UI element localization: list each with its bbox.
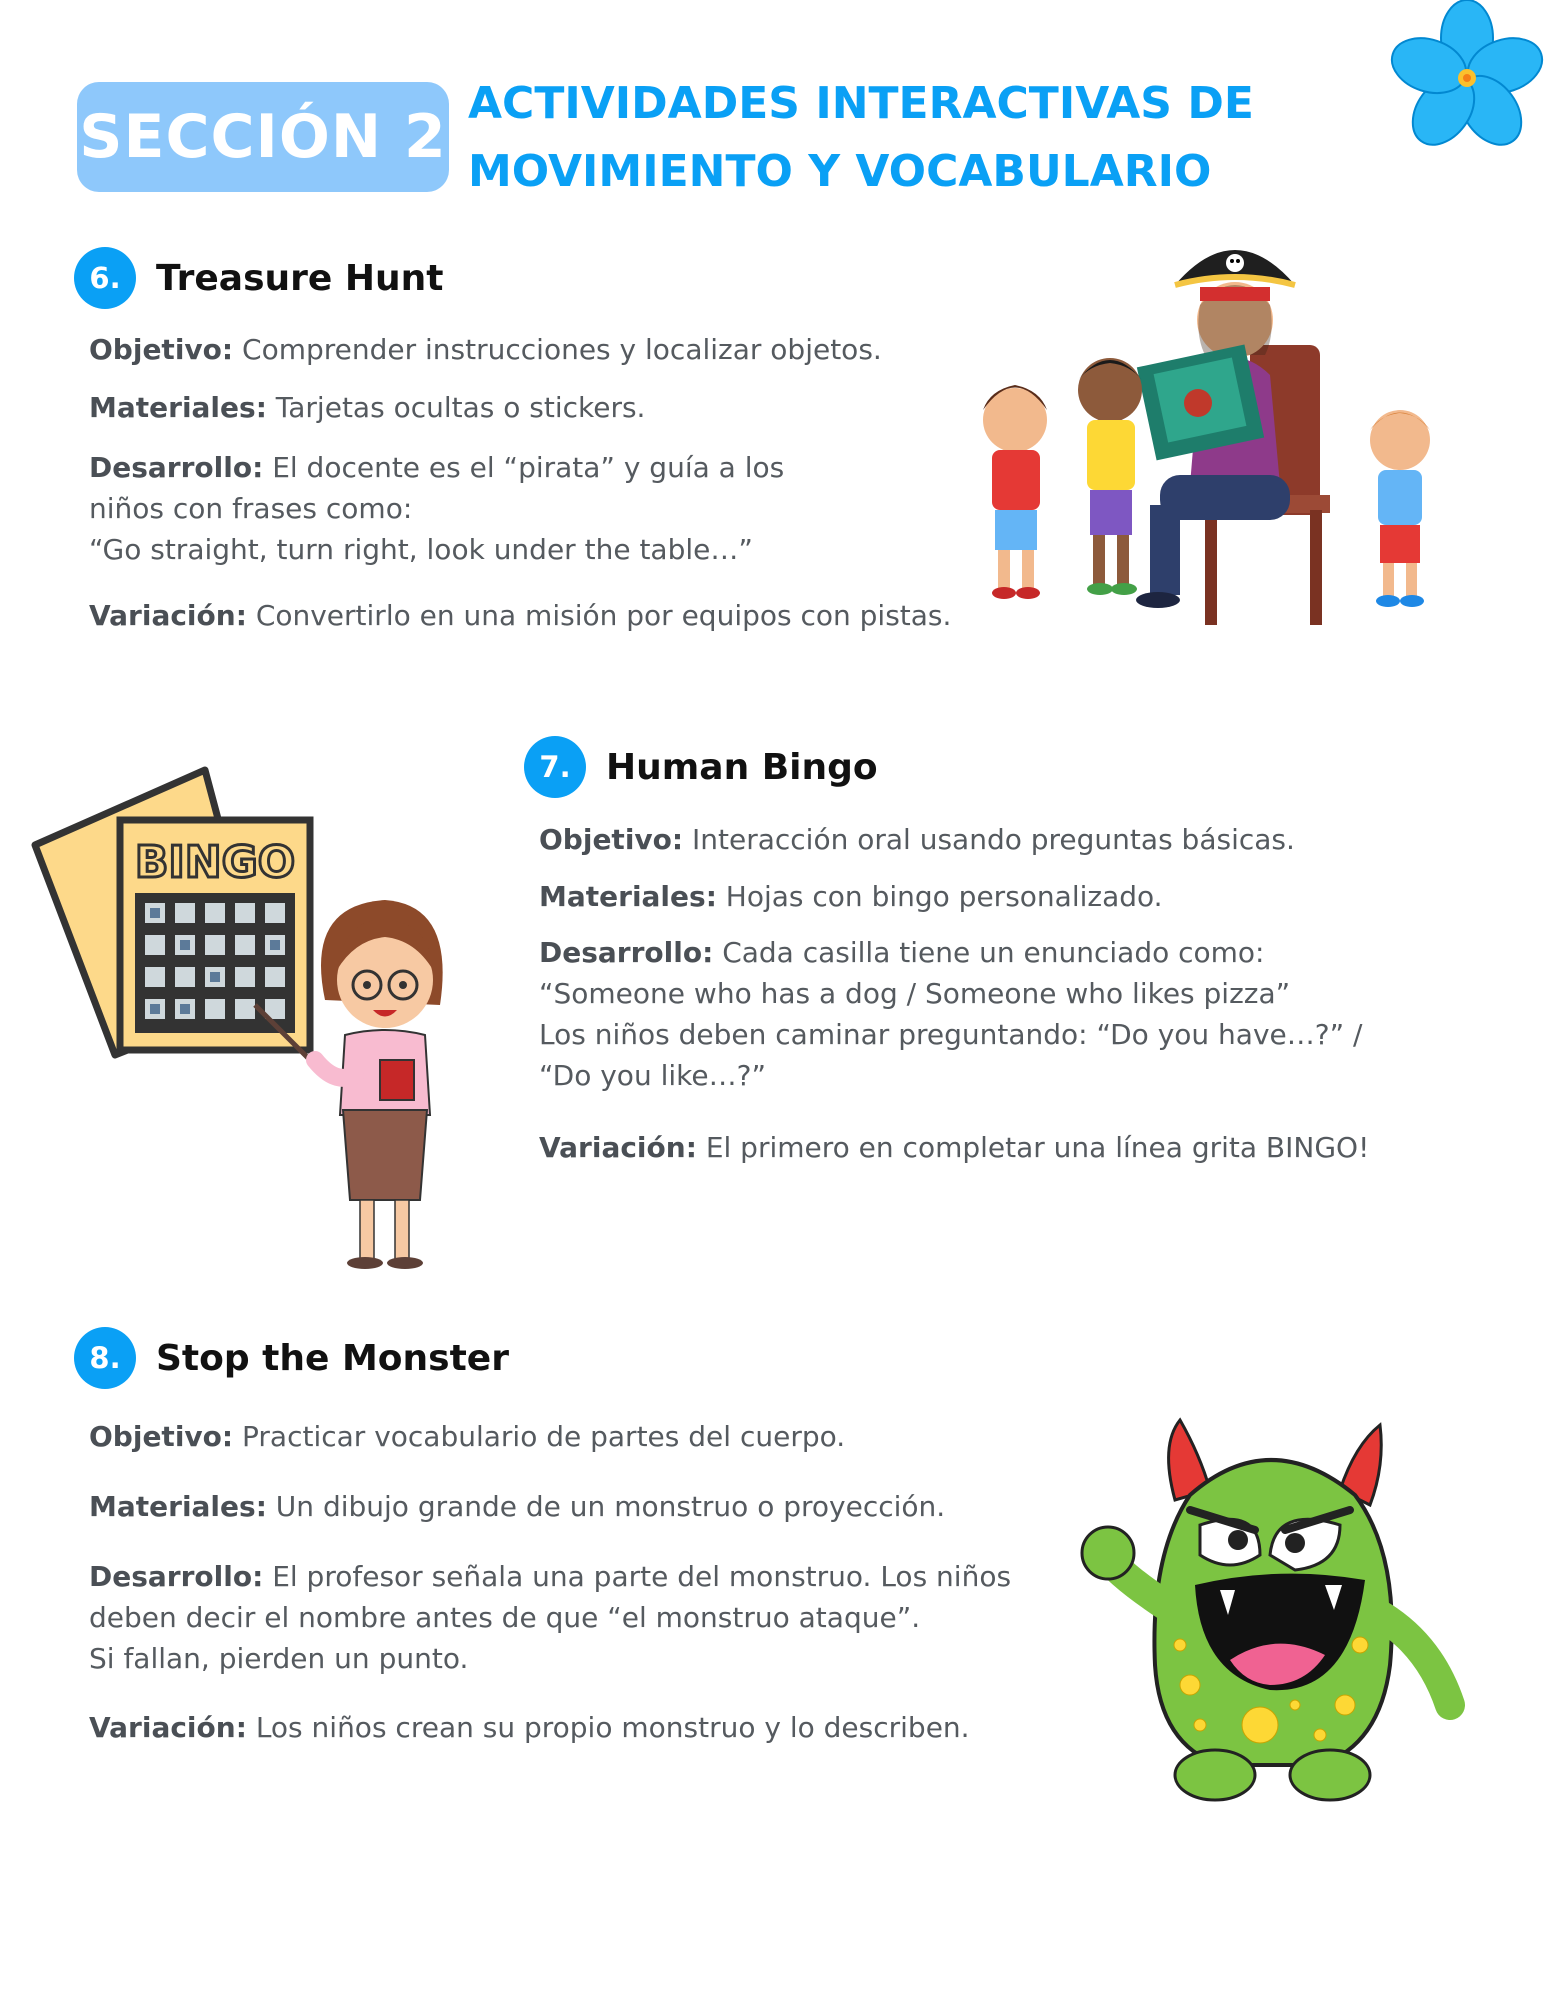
- pirate-teacher-illustration: [950, 225, 1460, 635]
- bingo-card-label: BINGO: [134, 837, 296, 888]
- section-7-title: Human Bingo: [606, 746, 878, 788]
- section-8-objetivo: Objetivo: Practicar vocabulario de partes del cuerpo.: [89, 1420, 846, 1453]
- section-6-number: 6.: [74, 247, 136, 309]
- section-6-title: Treasure Hunt: [156, 257, 444, 299]
- section-badge: [77, 82, 449, 192]
- section-8-number: 8.: [74, 1327, 136, 1389]
- section-6-materiales: Materiales: Tarjetas ocultas o stickers.: [89, 391, 646, 424]
- section-8-variacion: Variación: Los niños crean su propio monstruo y lo describen.: [89, 1711, 970, 1744]
- section-7-number: 7.: [524, 736, 586, 798]
- section-7-variacion: Variación: El primero en completar una línea grita BINGO!: [539, 1131, 1370, 1164]
- section-8-title: Stop the Monster: [156, 1337, 509, 1379]
- page-title: [468, 70, 1368, 206]
- section-7-objetivo: Objetivo: Interacción oral usando preguntas básicas.: [539, 823, 1295, 856]
- section-7-header: [524, 736, 878, 798]
- blue-flower-icon: [1385, 0, 1545, 160]
- page-title-line2: MOVIMIENTO Y VOCABULARIO: [468, 146, 1212, 197]
- section-8-desarrollo: Desarrollo: El profesor señala una parte del monstruo. Los niños deben decir el nombre antes de que “el monstruo ataque”. Si fallan, pierden un punto.: [89, 1560, 1012, 1675]
- section-7-materiales: Materiales: Hojas con bingo personalizado.: [539, 880, 1163, 913]
- section-7-desarrollo: Desarrollo: Cada casilla tiene un enunciado como: “Someone who has a dog / Someone who likes pizza” Los niños deben caminar preguntando: “Do you have…?” / “Do you like…?”: [539, 936, 1363, 1092]
- monster-illustration: [1080, 1405, 1470, 1825]
- section-8-materiales: Materiales: Un dibujo grande de un monstruo o proyección.: [89, 1490, 946, 1523]
- section-6-header: [74, 247, 443, 309]
- section-6-desarrollo: Desarrollo: El docente es el “pirata” y guía a los niños con frases como: “Go straight, turn right, look under the table…”: [89, 451, 785, 566]
- bingo-teacher-illustration: [25, 755, 475, 1275]
- section-badge-label: SECCIÓN 2: [79, 102, 447, 172]
- section-6-variacion: Variación: Convertirlo en una misión por equipos con pistas.: [89, 599, 952, 632]
- page-title-line1: ACTIVIDADES INTERACTIVAS DE: [468, 78, 1254, 129]
- section-8-header: [74, 1327, 509, 1389]
- section-6-objetivo: Objetivo: Comprender instrucciones y localizar objetos.: [89, 333, 882, 366]
